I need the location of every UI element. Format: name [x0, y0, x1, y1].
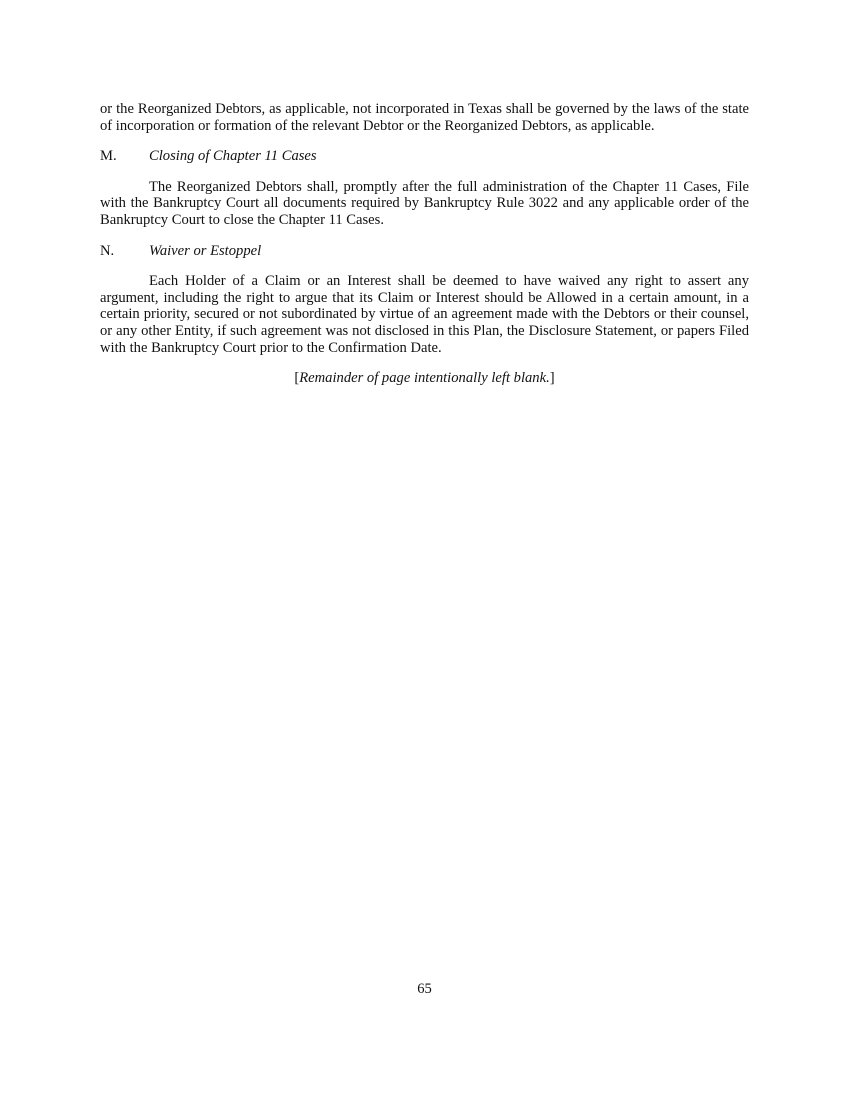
section-heading-n [100, 243, 749, 260]
remainder-note [100, 370, 749, 387]
section-title: Waiver or Estoppel [149, 242, 262, 259]
section-body-waiver-estoppel: Each Holder of a Claim or an Interest shall be deemed to have waived any right to assert any argument, including the right to argue that its Claim or Interest should be Allowed in a certain amount, in a certain priority, secured or not subordinated by virtue of an agreement made with the Debtors or their counsel, or any other Entity, if such agreement was not disclosed in this Plan, the Disclosure Statement, or papers Filed with the Bankruptcy Court prior to the Confirmation Date. [100, 273, 749, 356]
section-number: M. [100, 148, 117, 165]
remainder-open-bracket: [ [294, 370, 300, 387]
remainder-close-bracket: ] [549, 370, 555, 387]
section-number: N. [100, 242, 115, 259]
section-heading-m [100, 148, 749, 165]
continued-paragraph: or the Reorganized Debtors, as applicable, not incorporated in Texas shall be governed by the laws of the state of incorporation or formation of the relevant Debtor or the Reorganized Debtors, as applicable. [100, 101, 749, 134]
page-content [100, 101, 749, 387]
section-body-closing-cases: The Reorganized Debtors shall, promptly after the full administration of the Chapter 11 Cases, File with the Bankruptcy Court all documents required by Bankruptcy Rule 3022 and any applicable order of the Bankruptcy Court to close the Chapter 11 Cases. [100, 178, 749, 228]
section-title: Closing of Chapter 11 Cases [149, 148, 317, 165]
page-number: 65 [417, 981, 432, 997]
remainder-text: Remainder of page intentionally left blank. [299, 370, 550, 387]
